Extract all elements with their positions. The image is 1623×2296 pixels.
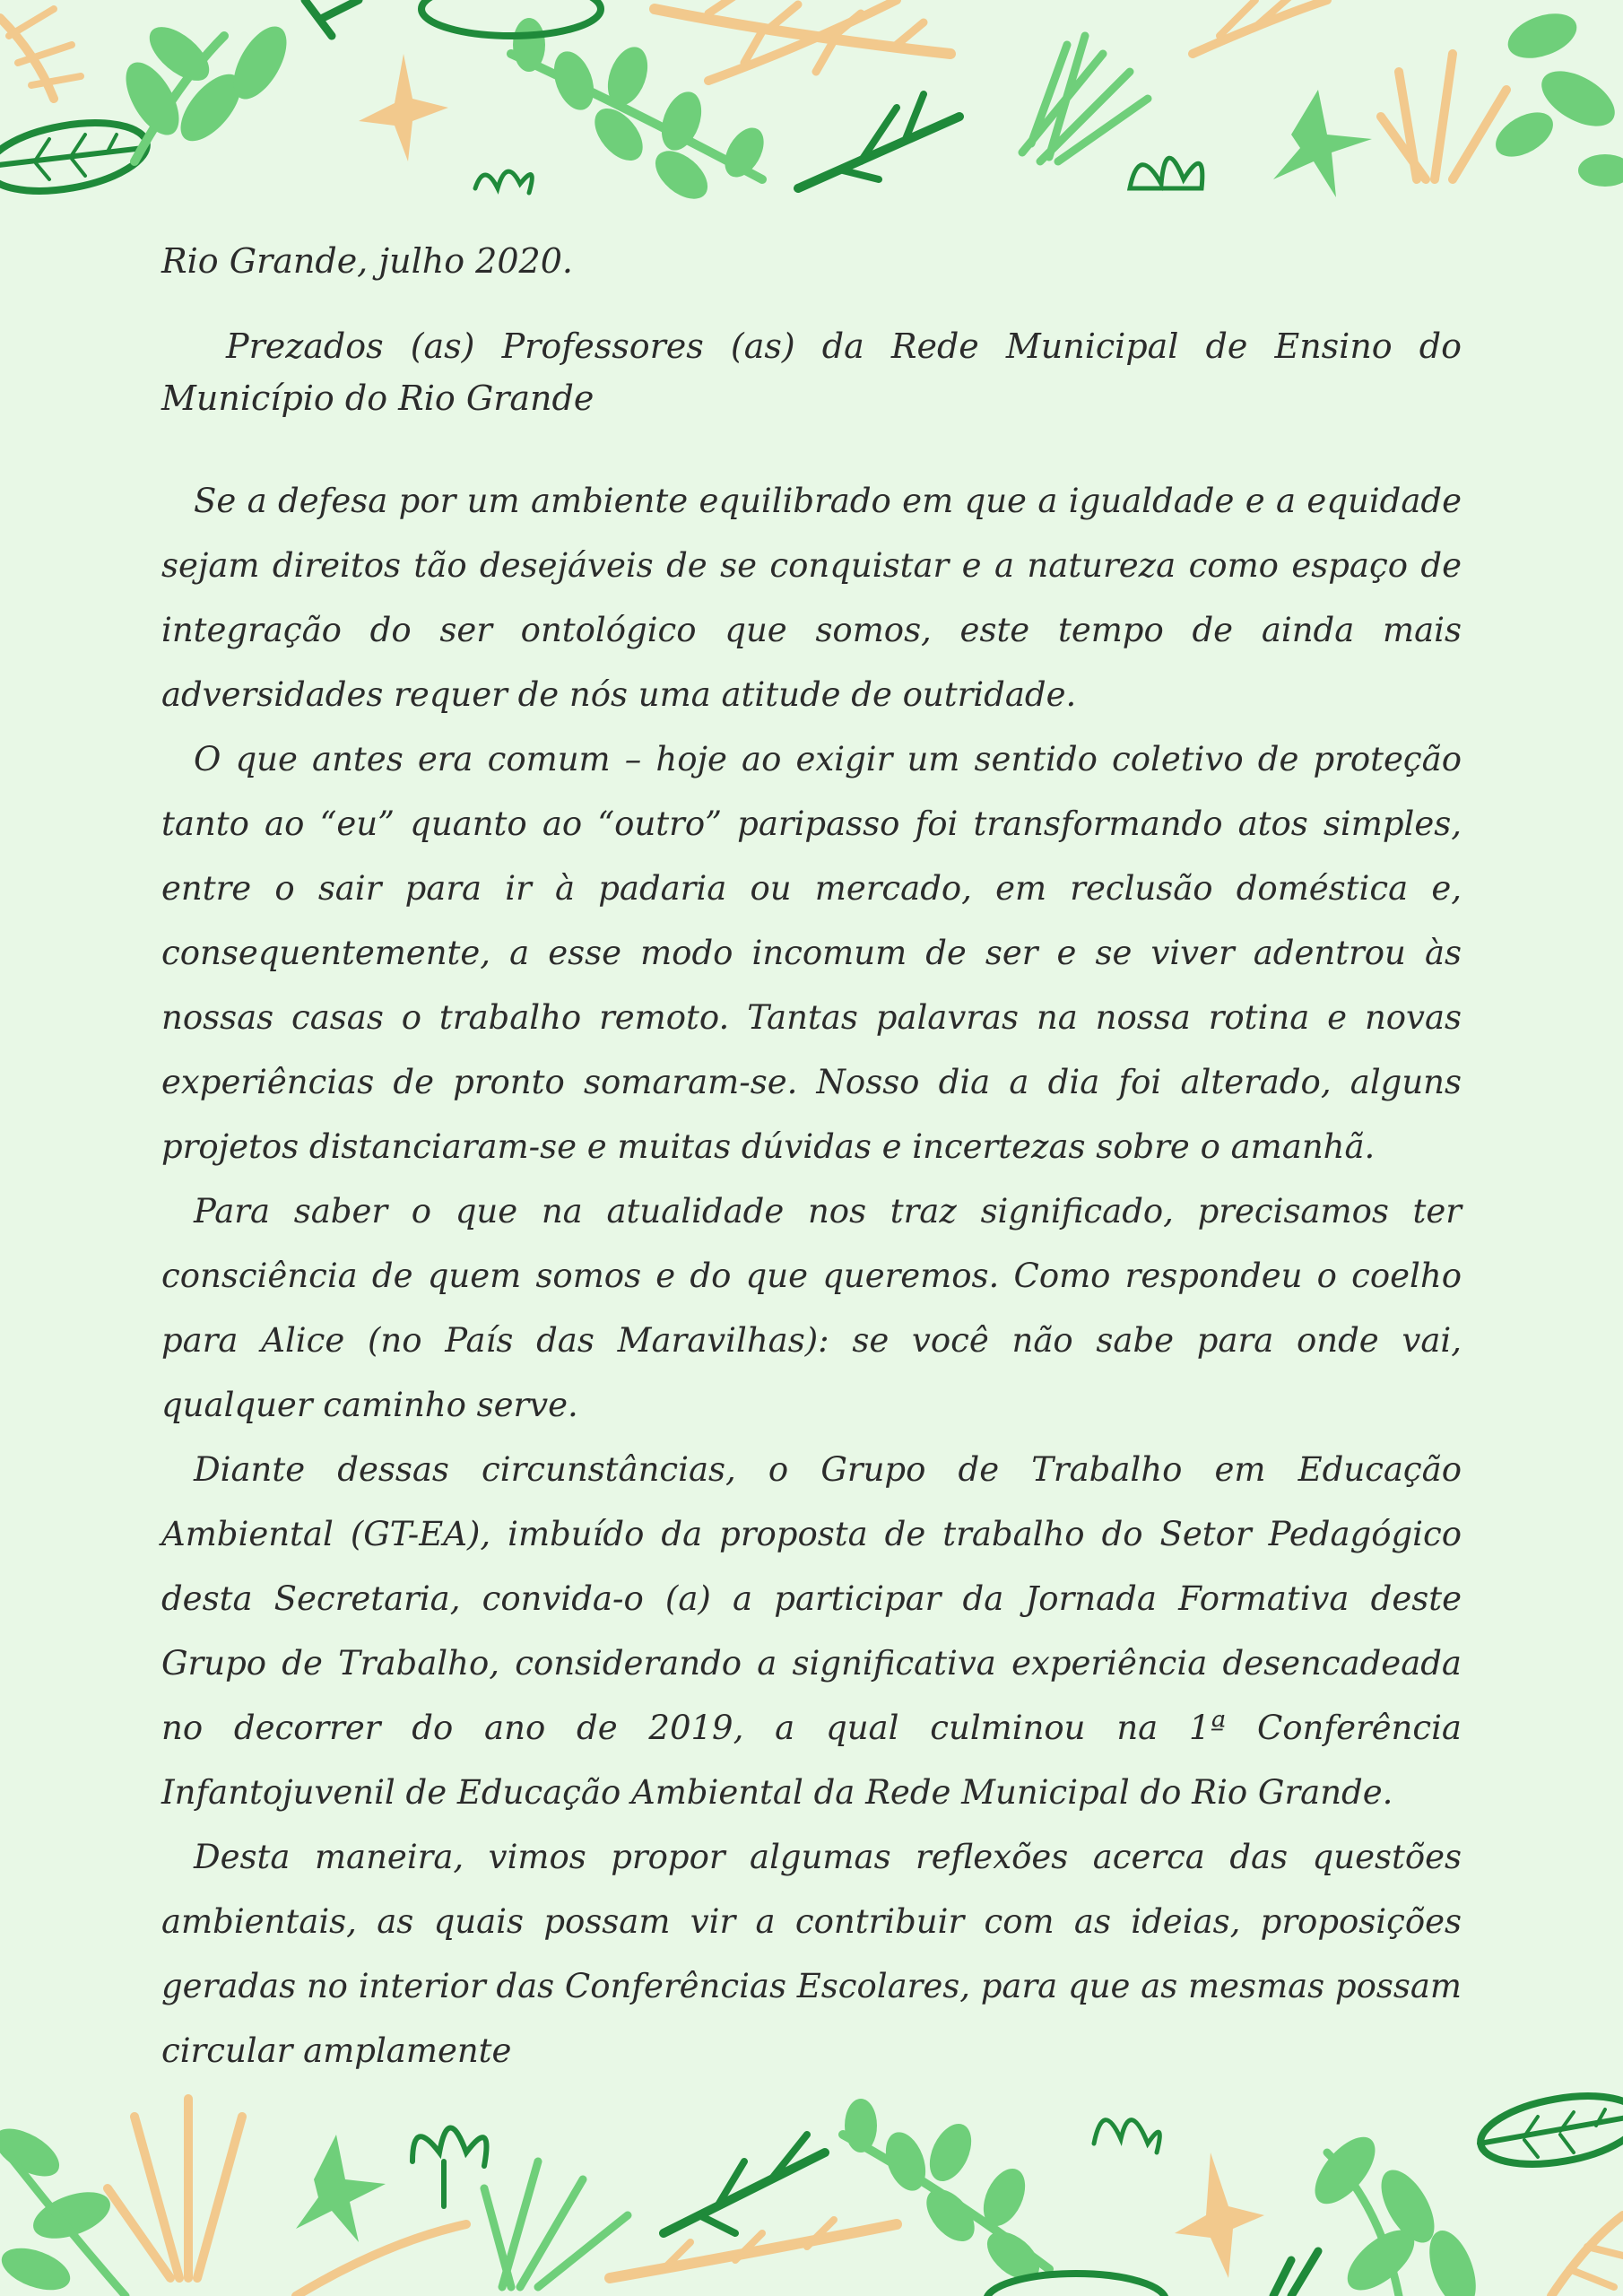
paragraph: Para saber o que na atualidade nos traz significado, precisamos ter consciência de quem somos e do que queremos. Como respondeu o coelho para Alice (no País das Maravilhas): se você não sabe para onde vai, qualquer caminho serve. bbox=[161, 1192, 1462, 1424]
paragraph: Diante dessas circunstâncias, o Grupo de Trabalho em Educação Ambiental (GT-EA), imbuído da proposta de trabalho do Setor Pedagógico desta Secretaria, convida-o (a) a participar da Jornada Formativa deste Grupo de Trabalho, considerando a significativa experiência desencadeada no decorrer do ano de 2019, a qual culminou na 1ª Conferência Infantojuvenil de Educação Ambiental da Rede Municipal do Rio Grande. bbox=[161, 1450, 1462, 1812]
paragraph: Se a defesa por um ambiente equilibrado em que a igualdade e a equidade sejam direitos tão desejáveis de se conquistar e a natureza como espaço de integração do ser ontológico que somos, este tempo de ainda mais adversidades requer de nós uma atitude de outridade. bbox=[161, 482, 1462, 714]
salutation: Prezados (as) Professores (as) da Rede Municipal de Ensino do Município do Rio Grande bbox=[161, 326, 1462, 418]
top-leaf-border bbox=[0, 0, 1623, 224]
paragraph: Desta maneira, vimos propor algumas reflexões acerca das questões ambientais, as quais possam vir a contribuir com as ideias, proposições geradas no interior das Conferências Escolares, para que as mesmas possam circular amplamente bbox=[161, 1838, 1462, 2070]
paragraph: O que antes era comum – hoje ao exigir um sentido coletivo de proteção tanto ao “eu” quanto ao “outro” paripasso foi transformando atos simples, entre o sair para ir à padaria ou mercado, em reclusão doméstica e, consequentemente, a esse modo incomum de ser e se viver adentrou às nossas casas o trabalho remoto. Tantas palavras na nossa rotina e novas experiências de pronto somaram-se. Nosso dia a dia foi alterado, alguns projetos distanciaram-se e muitas dúvidas e incertezas sobre o amanhã. bbox=[161, 740, 1462, 1166]
letter-body bbox=[161, 229, 1462, 2083]
bottom-leaf-border bbox=[0, 2063, 1623, 2296]
date-line: Rio Grande, julho 2020. bbox=[161, 241, 573, 281]
